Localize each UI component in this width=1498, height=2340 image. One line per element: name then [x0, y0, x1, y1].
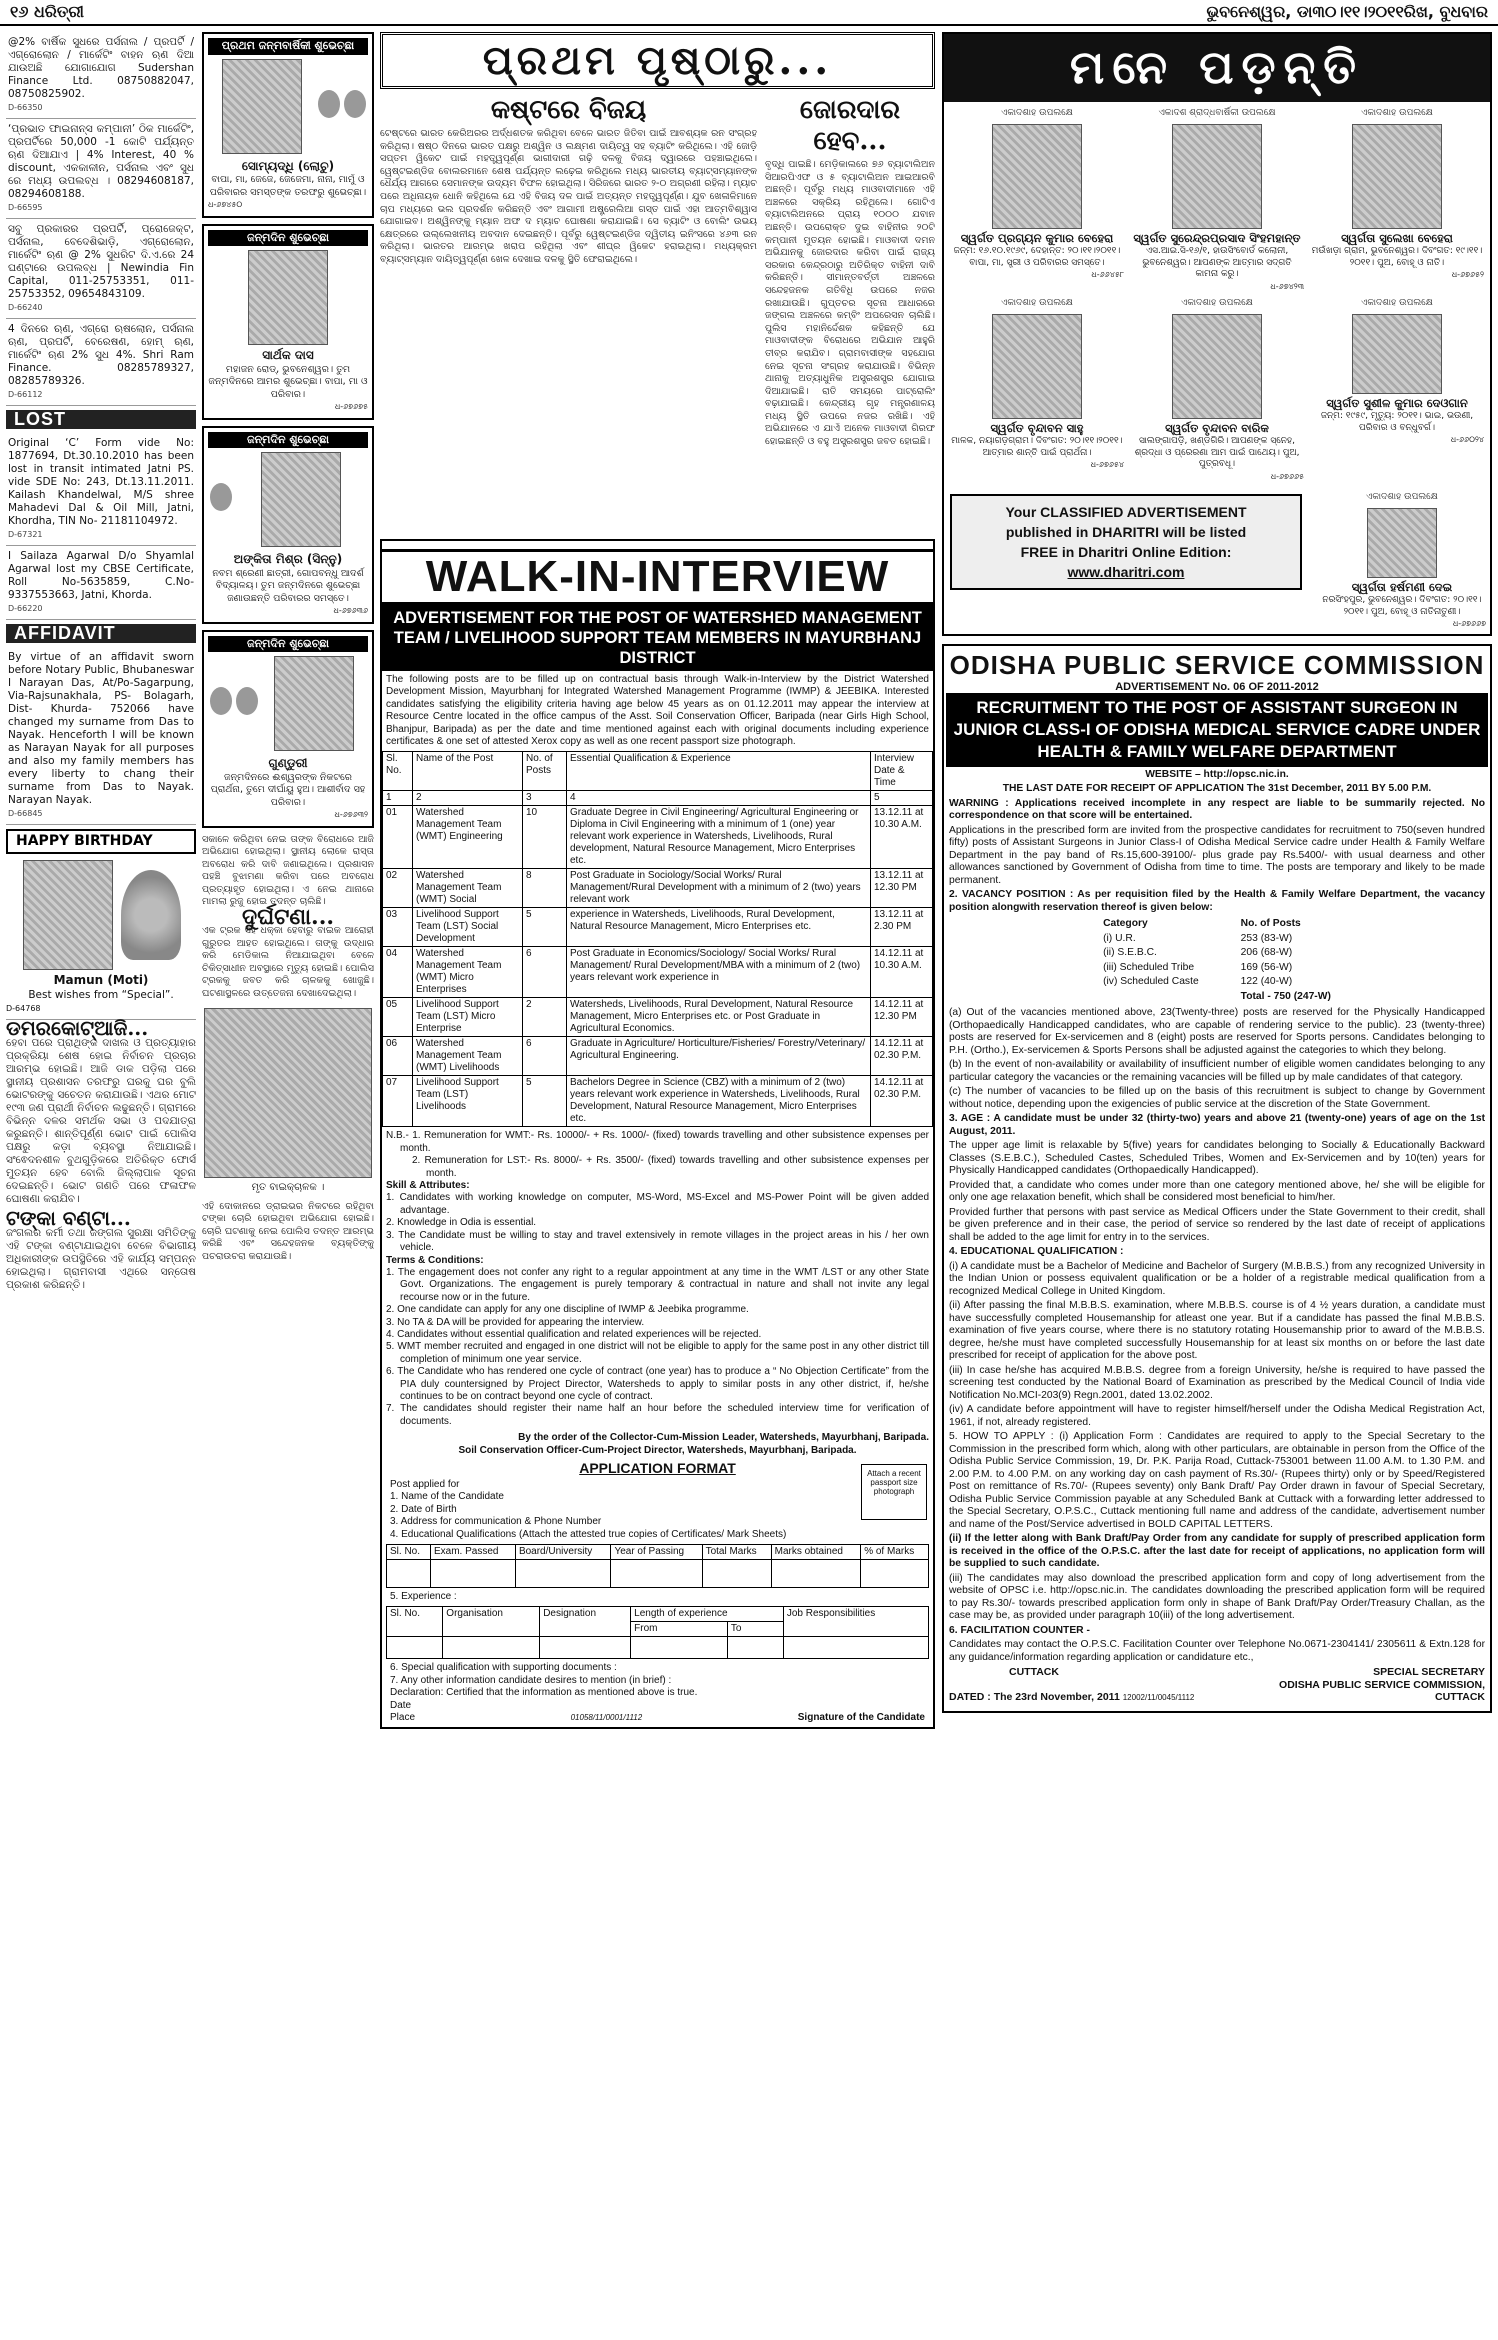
- greeting-title: ପ୍ରଥମ ଜନ୍ମବାର୍ଷିକୀ ଶୁଭେଚ୍ଛା: [208, 38, 368, 55]
- news-story: [380, 93, 757, 533]
- portrait-photo: [1172, 124, 1262, 229]
- portrait-photo: [992, 124, 1082, 229]
- child-photo: [222, 59, 302, 154]
- birthday-code: D-64768: [6, 1004, 41, 1013]
- table-header: Interview Date & Time: [871, 752, 933, 791]
- birthday-name: Mamun: [53, 973, 104, 987]
- greetings-column: [202, 32, 374, 2332]
- greeting-ad: [202, 630, 374, 828]
- dharitri-online-ad: Your CLASSIFIED ADVERTISEMENT published in DHARITRI will be listed FREE in Dharitri Online Edition: www.dharitri.com: [950, 494, 1302, 590]
- greeting-code: ଧ-୬୭୬୭୫: [334, 402, 368, 411]
- obituary: ଏକାଦଶାହ ଉପଲକ୍ଷେ ସ୍ୱର୍ଗତ ବୃନ୍ଦାବନ ବାରିକ ସାଲଙ୍ଗାପଡ଼ି, ଖଣ୍ଡଗିରି। ଆପଣଙ୍କ ସ୍ନେହ, ଶ୍ରଦ୍ଧା ଓ ପ୍ରେରଣା ଆମ ପାଇଁ ପାଥେୟ। ପୁଅ, ପୁତ୍ରବଧୂ। ଧ-୬୭୬୬୫: [1134, 298, 1304, 481]
- greeting-ad: [202, 224, 374, 420]
- place-label: Place: [390, 1712, 416, 1724]
- lost-notice: I Sailaza Agarwal D/o Shyamlal Agarwal lost my CBSE Certificate, Roll No-5635859, C.No-9337553663, Jatni, Khorda. D-66220: [6, 546, 196, 620]
- walk-in-intro: The following posts are to be filled up on contractual basis through Walk-in-Interview by the District Watershed Development Mission, Mayurbhanj for Integrated Watershed Management Programme (IWMP) & JEEBIKA. Interested candidates satisfying the eligibility criteria having age below 45 years as on 01.12.2011 may appear the interview at Resource Centre located in the office campus of the Asst. Soil Conservation Officer, Baripada (near Girls High School, Bhanjpur, Baripada) as per the date and time mentioned against each with original documents including experience certificates & one set of attested Xerox copy as well as one recent passport size photograph.: [386, 674, 929, 748]
- table-row: (iv) Scheduled Caste 122 (40-W): [1103, 976, 1293, 987]
- main-column: [380, 32, 935, 2332]
- birthday-photo: [23, 860, 113, 970]
- opsc-last-date: THE LAST DATE FOR RECEIPT OF APPLICATION The 31st December, 2011 BY 5.00 P.M.: [1002, 783, 1432, 794]
- greeting-text: ନବମ ଶ୍ରେଣୀ ଛାତ୍ରୀ, ଗୋପବନ୍ଧୁ ଆଦର୍ଶ ବିଦ୍ୟାଳୟ। ତୁମ ଜନ୍ମଦିନରେ ଶୁଭେଚ୍ଛା ଜଣାଉଛନ୍ତି ପରିବାରର ସମସ୍ତେ।: [212, 567, 364, 604]
- classified-ad: ‘ପ୍ରଭାତ ଫାଇନାନ୍ସ କମ୍ପାନୀ’ ଠିକ ମାର୍କେଟିଂ, ପ୍ରପର୍ଟିରେ 50,000 -1 କୋଟି ପର୍ଯ୍ୟନ୍ତ ଋଣ ଦିଆଯାଏ | 4% Interest, 40 % discount, ଏକକାଳୀନ, ପର୍ସନାଲ ଏବଂ ସୁଧ ରେ ମଧ୍ୟ ଉପଲବ୍ଧ । 08294608187, 08294608188. D-66595: [6, 119, 196, 219]
- portrait-photo: [1367, 508, 1437, 578]
- obituary: ଏକାଦଶାହ ଉପଲକ୍ଷେ ସ୍ୱର୍ଗତ ପ୍ରଗ୍ୟନ କୁମାର ବେହେରା ଜନ୍ମ: ୧୬.୧୦.୧୯୬୯, ଦେହାନ୍ତ: ୨୦।୧୧।୨୦୧୧। ବାପା, ମା, ସ୍ତ୍ରୀ ଓ ପରିବାରର ସମସ୍ତେ। ଧ-୬୬୪୫୮: [953, 108, 1124, 279]
- photo-caption: ମୃତ ବାଇକ୍‌ଚାଳକ ।: [251, 1182, 325, 1193]
- opsc-adv-number: ADVERTISEMENT No. 06 OF 2011-2012: [1115, 680, 1319, 693]
- flowers-icon: [121, 870, 181, 960]
- story-body: ହେବା ପରେ ପ୍ରାଥିଙ୍କ ଦାଖଲ ଓ ପ୍ରତ୍ୟାହାର ପ୍ରକ୍ରିୟା ଶେଷ ହୋଇ ନିର୍ବାଚନ ପ୍ରଚାର ଆରମ୍ଭ ହୋଇଛି। ଆଜି ଡାକ ପଡ଼ିଲା ପରେ ସ୍ଥାନୀୟ ପ୍ରଶାସନ ତରଫରୁ ଘରକୁ ଘର ବୁଲି ଭୋଟରଙ୍କୁ ସଚେତନ କରାଯାଉଛି। ଏଥର ମୋଟ ୧୯୩ ଜଣ ପ୍ରାର୍ଥୀ ନିର୍ବାଚନ ଲଢୁଛନ୍ତି। ଗ୍ରାମରେ ବିଭିନ୍ନ ଦଳର ସମର୍ଥକ ସଭା ଓ ପଦଯାତ୍ରା କରୁଛନ୍ତି। ଶାନ୍ତିପୂର୍ଣ୍ଣ ଭୋଟ ପାଇଁ ପୋଲିସ ପକ୍ଷରୁ କଡ଼ା ବ୍ୟବସ୍ଥା ନିଆଯାଇଛି। ସଂଵେଦନଶୀଳ ବୁଥଗୁଡ଼ିକରେ ଅତିରିକ୍ତ ଫୋର୍ସ ମୁତୟନ ହେବ ବୋଲି ଜିଲ୍ଲାପାଳ ସୂଚନା ଦେଇଛନ୍ତି। ଭୋଟ ଗଣତି ପରେ ଫଳାଫଳ ଘୋଷଣା କରାଯିବ।: [6, 1037, 196, 1205]
- story-title: ଦୁର୍ଘଟଣା...: [241, 903, 335, 930]
- table-row: 03 Livelihood Support Team (LST) Social Development 5 experience in Watersheds, Livelihoods, Rural Development, Natural Resource Management, Micro Enterprises etc. 13.12.11 at 2.30 PM: [383, 908, 933, 947]
- story-title: କଷ୍ଟରେ ବିଜୟ: [490, 95, 647, 125]
- table-row: 06 Watershed Management Team (WMT) Livelihoods 6 Graduate in Agriculture/ Horticulture/Fisheries/ Forestry/Veterinary/ Agricultural Engineering. 14.12.11 at 02.30 P.M.: [383, 1037, 933, 1076]
- classified-ad: 4 ଦିନରେ ଋଣ, ଏଗ୍ରୋ ଋଷଲୋନ, ପର୍ସନାଲ ଋଣ, ପ୍ରପର୍ଟି, ବେରେଷଣ, ହୋମ୍ ଋଣ, ମାର୍କେଟିଂ ଋଣ 2% ସୁଧ 4%. Shri Ram Finance. 08285789327, 08285789326. D-66112: [6, 319, 196, 406]
- opsc-ad: ODISHA PUBLIC SERVICE COMMISSION ADVERTISEMENT No. 06 OF 2011-2012 RECRUITMENT TO THE POST OF ASSISTANT SURGEON IN JUNIOR CLASS-I OF ODISHA MEDICAL SERVICE CADRE UNDER HEALTH & FAMILY WELFARE DEPARTMENT WEBSITE – http://opsc.nic.in. THE LAST DATE FOR RECEIPT OF APPLICATION The 31st December, 2011 BY 5.00 P.M. WARNING : Applications received incomplete in any respect are liable to be summarily rejected. No correspondence on that score will be entertained. Applications in the prescribed form are invited from the prospective candidates for recruitment to 750(seven hundred fifty) posts of Assistant Surgeons in Junior Class-I of Odisha Medical Service cadre under Health & Family Welfare Department in the pay band of Rs.15,600-39100/- plus grade pay Rs.5400/- with usual dearness and other allowances sanctioned by Government of Odisha from time to time. The posts are temporary and likely to be made permanent. 2. VACANCY POSITION : As per requisition filed by the Health & Family Welfare Department, the vacancy position alongwith reservation thereof is given below: Category No. of Posts (i) U.R. 253 (83-W) (ii) S.E.B.C. 206 (68-W) (iii) Scheduled Tribe 169 (56-W) (iv) Scheduled Caste 122 (40-W) Total - 750 (247-W) (a) Out of the vacancies mentioned above, 23(Twenty-three) posts are reserved for the Physically Handicapped (Orthopaedically Handicapped candidates, who are capable of rendering service to the public). 23 (twenty-three) posts are reserved for Ex-servicemen and 8 (eight) posts are reserved for Sports persons. Candidates belonging to P.H. (Ortho.), Ex-servicemen & Sports Persons shall be adjusted against the categories to which they belong. (b) In the event of non-availability or availability of insufficient number of eligible women candidates belonging to any particular category the vacancies or the remaining vacancies will be filled up by male candidates of that category. (c) The number of vacancies to be filled up on the basis of this recruitment is subject to change by Government without notice, depending upon the exigencies of public service at the discretion of the State Government. 3. AGE : A candidate must be under 32 (thirty-two) years and above 21 (twenty-one) years of age on the 1st August, 2011. The upper age limit is relaxable by 5(five) years for candidates belonging to Socially & Educationally Backward Classes (S.E.B.C.), Scheduled Castes, Scheduled Tribes, Women and Ex-Servicemen and by 10(ten) years for Physically Handicapped candidates (Orthopaedically Handicapped). Provided that, a candidate who comes under more than one category mentioned above, he/ she will be eligible for only one age relaxation benefit, which shall be considered most beneficial to him/her. Provided further that persons with past service as Medical Officers under the State Government to their credit, shall be given preference and in their case, the period of service so rendered by the last date of receipt of applications shall be added to the age limit for entry in to the services. 4. EDUCATIONAL QUALIFICATION : (i) A candidate must be a Bachelor of Medicine and Bachelor of Surgery (M.B.B.S.) from any recognized University in the Indian Union or possess equivalent qualification or be a holder of a registrable medical qualification from a recognized Medical College in United Kingdom. (ii) After passing the final M.B.B.S. examination, where M.B.B.S. course is of 4 ½ years duration, a candidate must have successfully completed Housemanship for atleast one year. But if a candidate has passed the final M.B.B.S. examination of five years course, where there is no statutory rotating Housemanship prior to award of the M.B.B.S. degree, he/she must have completed successfully Housemanship for at least six months on or before the last date prescribed for receipt of application for the above post. (iii) In case he/she has acquired M.B.B.S. degree from a foreign University, he/she is required to have passed the screening test conducted by the National Board of Examination as prescribed by the Medical Council of India vide Notification No.MCI-203(9) Regn.2001, dated 13.02.2002. (iv) A candidate before appointment will have to register himself/herself under the Odisha Medical Registration Act, 1961, if not, already registered. 5. HOW TO APPLY : (i) Application Form : Candidates are required to apply to the Special Secretary to the Commission in the prescribed form which, along with other particulars, are obtainable in person from the Office of the Odisha Public Service Commission, 19, Dr. P.K. Parija Road, Cuttack-753001 between 11.00 A.M. to 1.30 P.M. and 2.00 P.M. to 4.00 P.M. on any working day on cash payment of Rs.30/- (Rupees thirty) only or by Speed/Registered Post on remittance of Rs.70/- (Rupees seventy) only Bank Draft/ Pay Order drawn in favour of Special Secretary, Odisha Public Service Commission payable at any Scheduled Bank at Cuttack with a forwarding letter addressed to the Special Secretary, O.P.S.C., Cuttack mentioning full name and address of the candidate, advertisement number and name of the Post/Service advertised in BOLD CAPITAL LETTERS. (ii) If the letter along with Bank Draft/Pay Order from any candidate for supply of prescribed application form is received in the office of the O.P.S.C. after the last date for receipt of applications, no application form will be supplied to such candidate. (iii) The candidates may also download the prescribed application form and copy of long advertisement from the website of OPSC i.e. http://opsc.nic.in. The candidates downloading the prescribed application form will be required to pay Rs.30/- towards prescribed application form only in shape of Bank Draft/Pay Order/Treasury Challan, as the case may be, as provided under paragraph 10(iii) of the long advertisement. 6. FACILITATION COUNTER - Candidates may contact the O.P.S.C. Facilitation Counter over Telephone No.0671-2304141/ 2305611 & Extn.128 for any guidance/information regarding application or candidature etc., CUTTACK SPECIAL SECRETARY ODISHA PUBLIC SERVICE COMMISSION, DATED : The 23rd November, 2011 12002/11/0045/1112 CUTTACK: [942, 644, 1492, 1713]
- classifieds-column: [6, 32, 196, 2332]
- table-header: No. of Posts: [523, 752, 567, 791]
- story-body: ଏହି ଦୋକାନରେ ଡ୍ରାଇଭର ନିକଟରେ ରହିଥିବା ଟଙ୍କା ଚୋରି ହୋଇଥିବା ଅଭିଯୋଗ ହୋଇଛି। ଚୋରି ଘଟଣାକୁ ନେଇ ପୋଲିସ ତଦନ୍ତ ଆରମ୍ଭ କରିଛି ଏବଂ ସନ୍ଦେହଜନକ ବ୍ୟକ୍ତିଙ୍କୁ ପଚରାଉଚରା କରାଯାଉଛି।: [202, 1200, 374, 1262]
- birthday-wish: Best wishes from “Special”.: [28, 989, 174, 1001]
- greeting-name: ଗୁଣ୍ଡୁରୀ: [268, 756, 308, 770]
- affidavit-notice: By virtue of an affidavit sworn before Notary Public, Bhubaneswar I Narayan Das, At/Po-Sagarpung, Via-Rajsunakhala, PS- Bolagarh, Dist- Khurda- 752066 have changed my surname from Das to Nayak. Henceforth I will be known as Narayan Nayak for all purposes and also my family members has every liberty to chang their surname from Das to Nayak. Narayan Nayak. D-66845: [6, 647, 196, 825]
- story-body: ସକାଳେ କରିଥିବା ନେଇ ତାଙ୍କ ବିରୋଧରେ ଆଜି ଅଭିଯୋଗ ହୋଇଥିଲା। ସ୍ଥାନୀୟ ଲୋକେ ରାସ୍ତା ଅବରୋଧ କରି ଦାବି ଜଣାଇଥିଲେ। ପ୍ରଶାସନ ପହଞ୍ଚି ବୁଝାମଣା କରିବା ପରେ ଅବରୋଧ ପ୍ରତ୍ୟାହୃତ ହୋଇଥିଲା। ଏ ନେଇ ଥାନାରେ ମାମଲା ରୁଜୁ ହୋଇ ତଦନ୍ତ ଚାଲିଛି।: [202, 833, 374, 907]
- opsc-banner: RECRUITMENT TO THE POST OF ASSISTANT SURGEON IN JUNIOR CLASS-I OF ODISHA MEDICAL SERVICE CADRE UNDER HEALTH & FAMILY WELFARE DEPARTMENT: [946, 693, 1488, 767]
- table-row: 07 Livelihood Support Team (LST) Livelihoods 5 Bachelors Degree in Science (CBZ) with a minimum of 2 (two) years relevant work experience in Watersheds, Livelihoods, Rural Development, Natural Resource Management, Micro Enterprises etc. 14.12.11 at 02.30 P.M.: [383, 1076, 933, 1127]
- birthday-ad: [6, 858, 196, 1020]
- masthead: [0, 0, 1498, 26]
- greeting-title: ଜନ୍ମଦିନ ଶୁଭେଚ୍ଛା: [208, 636, 368, 653]
- obituary: ଏକାଦଶାହ ଉପଲକ୍ଷେ ସ୍ୱର୍ଗତା ସୁଲେଖା ବେହେରା ମଉଁଖଡ଼ା ଗ୍ରାମ, ଭୁବନେଶ୍ୱର। ଦିବଂଗତ: ୧୯।୧୧।୨୦୧୧। ପୁଅ, ବୋହୂ ଓ ନାତି। ଧ-୬୭୬୫୨: [1311, 108, 1484, 279]
- greeting-ad: [202, 426, 374, 624]
- table-header: Sl. No.: [383, 752, 413, 791]
- table-header: Essential Qualification & Experience: [567, 752, 871, 791]
- child-photo: [261, 452, 341, 547]
- table-header: Name of the Post: [413, 752, 523, 791]
- greeting-code: ଧ-୬୭୬୩୬: [333, 606, 368, 615]
- page-number: ୧୬ ଧରିତ୍ରୀ: [10, 2, 84, 21]
- lost-notice: Original ‘C’ Form vide No: 1877694, Dt.30.10.2010 has been lost in transit intimated Jatni PS. vide SDE No: 243, Dt.13.11.2011. Kailash Khandelwal, M/S shree Mahadevi Dal & Oil Mill, Jatni, Khordha, TIN No- 21181104972. D-67321: [6, 433, 196, 546]
- walk-in-interview-ad: [380, 539, 935, 1729]
- portrait-photo: [1352, 314, 1442, 394]
- birthday-header: HAPPY BIRTHDAY: [6, 829, 196, 854]
- balloons-icon: [208, 481, 234, 518]
- obituary: ଏକାଦଶାହ ଉପଲକ୍ଷେ ସ୍ୱର୍ଗତ ବୃନ୍ଦାବନ ସାହୁ ମାଳକ, ନୟାଗଡ଼ଗ୍ରାମ। ଦିବଂଗତ: ୨୦।୧୧।୨୦୧୧। ଆତ୍ମାର ଶାନ୍ତି ପାଇଁ ପ୍ରାର୍ଥନା। ଧ-୬୭୬୫୪: [951, 298, 1124, 469]
- affidavit-header: AFFIDAVIT: [6, 624, 196, 643]
- story-body: ଏକ ଟ୍ରକ ସହ ଧକ୍କା ହେବାରୁ ବାଇକ ଆରୋହୀ ଗୁରୁତର ଆହତ ହୋଇଥିଲେ। ତାଙ୍କୁ ଉଦ୍ଧାର କରି ମେଡିକାଲ ନିଆଯାଇଥିବା ବେଳେ ଚିକିତ୍ସାଧୀନ ଅବସ୍ଥାରେ ମୃତ୍ୟୁ ହୋଇଛି। ପୋଲିସ ଟ୍ରକକୁ ଜବତ କରି ଚାଳକକୁ ଖୋଜୁଛି। ଘଟଣାସ୍ଥଳରେ ଉତ୍ତେଜନା ଦେଖାଦେଇଥିଲା।: [202, 925, 374, 999]
- accident-photo: [204, 1008, 372, 1178]
- greeting-name: ଅଙ୍କିତା ମିଶ୍ର (ସିନ୍ନୁ): [233, 552, 343, 566]
- classified-ad: ସବୁ ପ୍ରକାରର ପ୍ରପର୍ଟି, ପ୍ରୋଜେକ୍ଟ, ପର୍ସନାଲ, ବେଦେଶିଭାଡ଼ି, ଏଗ୍ରୋଲୋନ, ମାର୍କେଟିଂ ଋଣ @ 2% ସୁଧରିଟ ଦି.ଏ.ରେ 24 ଘଣ୍ଟାରେ ଉପଲବ୍ଧ | Newindia Fin Capital, 011-25753351, 011-25753352, 09654843109. D-66240: [6, 219, 196, 319]
- portrait-photo: [992, 314, 1082, 419]
- date-label: Date: [390, 1699, 412, 1711]
- greeting-text: ମହାଜନ ରୋଡ୍, ଭୁବନେଶ୍ୱର। ତୁମ ଜନ୍ମଦିନରେ ଆମର ଶୁଭେଚ୍ଛା। ବାପା, ମା ଓ ପରିବାର।: [208, 363, 368, 400]
- signature-label: Signature of the Candidate: [797, 1712, 925, 1724]
- greeting-text: ଜନ୍ମଦିନରେ ଈଶ୍ୱରଙ୍କ ନିକଟରେ ପ୍ରାର୍ଥନା, ତୁମେ ଦୀର୍ଘାୟୁ ହୁଅ। ଆଶୀର୍ବାଦ ସହ ପରିବାର।: [210, 771, 366, 808]
- table-row: 02 Watershed Management Team (WMT) Social 8 Post Graduate in Sociology/Social Works/ Rural Management/Rural Development with a minimum of 2 (two) years relevant work 13.12.11 at 12.30 PM: [383, 869, 933, 908]
- birthday-nick: (Moti): [107, 973, 149, 987]
- greeting-code: ଧ-୬୭୪୫୦: [208, 200, 243, 209]
- greeting-name: ସୋମ୍ୟଦ୍ଧି (ଲୋଚୁ): [241, 158, 335, 173]
- opsc-warning: WARNING : Applications received incomplete in any respect are liable to be summarily rejected. No correspondence on that score will be entertained.: [949, 797, 1485, 821]
- obituaries-title: ମନେ ପଡ଼ନ୍ତି: [944, 34, 1490, 102]
- obituaries-box: [942, 32, 1492, 636]
- opsc-website: WEBSITE – http://opsc.nic.in.: [1145, 768, 1289, 780]
- right-column: [942, 32, 1492, 2332]
- table-row: (iii) Scheduled Tribe 169 (56-W): [1103, 961, 1293, 973]
- application-format: APPLICATION FORMAT Attach a recent passport size photograph Post applied for 1. Name of the Candidate 2. Date of Birth 3. Address for communication & Phone Number 4. Educational Qualifications (Attach the attested true copies of Certificates/ Mark Sheets) Sl. No. Exam. Passed Board/University Year of Passing Total Marks Marks obtained % of Marks 5. Experience : Sl. No. Organisation Designation Length of experience Job Responsibilities From To 6. Special qualification with supporting documents : 7. Any other information candidate desires to mention (in brief) : Declaration: Certified that the information as mentioned above is true. Date Place 01058/11/0001/1112 Signature of the Candidate: [382, 1460, 933, 1727]
- story-body: ବୃଦ୍ଧି ପାଇଛି। ମେଡ଼ିକାଲରେ ୭୬ ବ୍ୟାଟାଲିଅନ ସିଆରପିଏଫ ଓ ୫ ବ୍ୟାଟାଲିଅନ ଆଇଆରବି ଅଛନ୍ତି। ପୂର୍ବରୁ ମଧ୍ୟ ମାଓବାଦୀମାନେ ଏହି ଅଞ୍ଚଳରେ ସକ୍ରିୟ ରହିଥିଲେ। ଗୋଟିଏ ବ୍ୟାଟାଲିଅନରେ ପ୍ରାୟ ୧୦୦୦ ଯବାନ ଅଛନ୍ତି। ଉପରୋକ୍ତ ଦୁଇ ବାହିନୀର ୨୦ଟି କମ୍ପାନୀ ମୁତୟନ ହୋଇଛି। ମାଓବାଦୀ ଦମନ ଅଭିଯାନକୁ ଜୋରଦାର କରିବା ପାଇଁ ରାଜ୍ୟ ସରକାର କେନ୍ଦ୍ରଠାରୁ ଅତିରିକ୍ତ ବାହିନୀ ଦାବି କରିଛନ୍ତି। ସୀମାନ୍ତବର୍ତ୍ତୀ ଅଞ୍ଚଳରେ ସନ୍ଦେହଜନକ ଗତିବିଧି ଉପରେ ନଜର ରଖାଯାଉଛି। ଗୁପ୍ତଚର ସୂଚନା ଆଧାରରେ ଜଙ୍ଗଲ ଅଞ୍ଚଳରେ କମ୍ବିଂ ଅପରେସନ ଚାଲିଛି। ପୁଲିସ ମହାନିର୍ଦ୍ଦେଶକ କହିଛନ୍ତି ଯେ ମାଓବାଦୀଙ୍କ ବିରୋଧରେ ଅଭିଯାନ ଆହୁରି ତୀବ୍ର କରାଯିବ। ଗ୍ରାମବାସୀଙ୍କ ସହଯୋଗ ନେଇ ସୂଚନା ସଂଗ୍ରହ କରାଯାଉଛି। ବିଭିନ୍ନ ଥାନାକୁ ଅତ୍ୟାଧୁନିକ ଅସ୍ତ୍ରଶସ୍ତ୍ର ଯୋଗାଇ ଦିଆଯାଇଛି। ରାତି ସମୟରେ ପାଟ୍ରୋଲିଂ ବଢ଼ାଯାଇଛି। କେନ୍ଦ୍ରୀୟ ଗୃହ ମନ୍ତ୍ରଣାଳୟ ମଧ୍ୟ ସ୍ଥିତି ଉପରେ ନଜର ରଖିଛି। ଏହି ଅଭିଯାନରେ ଏ ଯାଏଁ ଅନେକ ମାଓବାଦୀ ଗିରଫ ହୋଇଛନ୍ତି ଓ ବହୁ ଅସ୍ତ୍ରଶସ୍ତ୍ର ଜବତ ହୋଇଛି।: [765, 159, 935, 448]
- greeting-code: ଧ-୬୭୬୩୨: [334, 810, 368, 819]
- table-row: (i) U.R. 253 (83-W): [1103, 932, 1293, 944]
- posts-table: [382, 751, 933, 1127]
- story-body: ଜଂଗଲର କର୍ମୀ ତଥା ଜଙ୍ଗଲ ସୁରକ୍ଷା ସମିତିଙ୍କୁ ଏହି ଟଙ୍କା ବଣ୍ଟାଯାଇଥିବା ବେଳେ ବିଭାଗୀୟ ଅଧିକାରୀଙ୍କ ଉପସ୍ଥିତିରେ ଏହି କାର୍ଯ୍ୟ ସମ୍ପନ୍ନ ହୋଇଥିଲା। ଗ୍ରାମବାସୀ ଏଥିରେ ସନ୍ତୋଷ ପ୍ରକାଶ କରିଛନ୍ତି।: [6, 1227, 196, 1291]
- table-header-row: [383, 752, 933, 791]
- vacancy-table: Category No. of Posts (i) U.R. 253 (83-W) (ii) S.E.B.C. 206 (68-W) (iii) Scheduled Tribe 169 (56-W) (iv) Scheduled Caste 122 (40-W) Total - 750 (247-W): [1081, 916, 1353, 1005]
- balloons-icon: [316, 88, 368, 125]
- classified-ad: @2% ବାର୍ଷିକ ସୁଧରେ ପର୍ସନାଲ / ପ୍ରପର୍ଟି / ଏଗ୍ରୋଲୋନ / ମାର୍କେଟିଂ ବାହନ ଋଣ ଦିଆ ଯାଉଅଛି ଯୋଗାଯୋଗ Sudershan Finance Ltd. 08750882047, 08750825902. D-66350: [6, 32, 196, 119]
- greeting-title: ଜନ୍ମଦିନ ଶୁଭେଚ୍ଛା: [208, 230, 368, 247]
- portrait-photo: [1352, 124, 1442, 229]
- greeting-title: ଜନ୍ମଦିନ ଶୁଭେଚ୍ଛା: [208, 432, 368, 449]
- greeting-text: ବାପା, ମା, ଜେଜେ, ଜେଜେମା, ନାନା, ମାମୁଁ ଓ ପରିବାରର ସମସ୍ତଙ୍କ ତରଫରୁ ଶୁଭେଚ୍ଛା।: [209, 174, 367, 198]
- table-row: 01 Watershed Management Team (WMT) Engineering 10 Graduate Degree in Civil Engineering/ Agricultural Engineering or Diploma in Civil Engineering with a minimum of 1 (one) year relevant work experience in Watersheds, Livelihoods, Rural development, Natural Resource Management, Micro Enterprises etc. 13.12.11 at 10.30 A.M.: [383, 806, 933, 869]
- opsc-title: ODISHA PUBLIC SERVICE COMMISSION: [949, 649, 1485, 680]
- balloons-icon: [208, 685, 260, 722]
- table-row: 04 Watershed Management Team (WMT) Micro Enterprises 6 Post Graduate in Economics/Sociology/ Social Works/ Rural Management/ Rural Development/MBA with a minimum of 2 (two) years relevant work experience in 14.12.11 at 10.30 A.M.: [383, 947, 933, 998]
- table-row: (ii) S.E.B.C. 206 (68-W): [1103, 947, 1293, 958]
- lost-header: LOST: [6, 410, 196, 429]
- news-story: [765, 93, 935, 533]
- walk-in-title: WALK-IN-INTERVIEW: [382, 549, 933, 605]
- obituary: ଏକାଦଶାହ ଉପଲକ୍ଷେ ସ୍ୱର୍ଗତା ହର୍ଷମଣୀ ଦେଇ ନରସିଂହପୁର, ଭୁବନେଶ୍ୱର। ଦିବଂଗତ: ୨୦।୧୧।୨୦୧୧। ପୁଅ, ବୋହୂ ଓ ନାତିନାତୁଣୀ। ଧ-୬୭୬୬୭: [1322, 492, 1486, 628]
- story-title: ଜୋରଦାର ହେବ...: [799, 95, 901, 156]
- table-row: 1 2 3 4 5: [383, 791, 933, 806]
- obituary: ଏକାଦଶ ଶ୍ରାଦ୍ଧବାର୍ଷିକୀ ଉପଲକ୍ଷେ ସ୍ୱର୍ଗତ ସୁରେନ୍ଦ୍ରପ୍ରସାଦ ସିଂହମହାନ୍ତ ଏସ.ଆଇ.ସି-୧୬/୧, ହାଉସିଂବୋର୍ଡ କଲୋନୀ, ଭୁବନେଶ୍ୱର। ଆପଣଙ୍କ ଆତ୍ମାର ସଦ୍‌ଗତି କାମନା କରୁ। ଧ-୬୭୪୨୩: [1133, 108, 1304, 291]
- walk-in-notes: N.B.- 1. Remuneration for WMT:- Rs. 10000/- + Rs. 1000/- (fixed) towards travelling and other subsistence expenses per month. 2. Remuneration for LST:- Rs. 8000/- + Rs. 3500/- (fixed) towards travelling and other subsistence expenses per month. Skill & Attributes: 1. Candidates with working knowledge on computer, MS-Word, MS-Excel and MS-Power Point will be given added advantage. 2. Knowledge in Odia is essential. 3. The Candidate must be willing to stay and travel extensively in remote villages in the project areas in his / her own vehicle. Terms & Conditions: 1. The engagement does not confer any right to a regular appointment at any time in the WMT /LST or any other State Govt. Organizations. The engagement is purely temporary & contractual in nature and shall not invite any legal recourse now or in the future. 2. One candidate can apply for any one discipline of IWMP & Jeebika programme. 3. No TA & DA will be provided for appearing the interview. 4. Candidates without essential qualification and related experiences will be rejected. 5. WMT member recruited and engaged in one district will not be eligible to apply for the same post in any other district till completion of minimum one year service. 6. The Candidate who has rendered one cycle of contract (one year) has to produce a “ No Objection Certificate” from the PIA duly countersigned by Project Director, Watersheds to apply to similar posts in any other district, if, he/she continues to be on contract beyond one cycle of contract. 7. The candidates should register their name half an hour before the scheduled interview time for verification of documents. By the order of the Collector-Cum-Mission Leader, Watersheds, Mayurbhanj, Baripada. Soil Conservation Officer-Cum-Project Director, Watersheds, Mayurbhanj, Baripada.: [386, 1130, 929, 1456]
- child-photo: [248, 250, 328, 345]
- walk-in-subtitle: ADVERTISEMENT FOR THE POST OF WATERSHED MANAGEMENT TEAM / LIVELIHOOD SUPPORT TEAM MEMBERS IN MAYURBHANJ DISTRICT: [382, 605, 933, 671]
- dharitri-link[interactable]: www.dharitri.com: [1067, 564, 1185, 580]
- front-page-banner: ପ୍ରଥମ ପୃଷ୍ଠାରୁ...: [380, 32, 935, 89]
- story-body: ଟେଷ୍ଟରେ ଭାରତ କେରିଅରର ଅର୍ଦ୍ଧଶତକ କରିଥିବା ବେଳେ ଭାରତ ଜିତିବା ପାଇଁ ଆବଶ୍ୟକ ରନ ସଂଗ୍ରହ କରିଥିଲା। ଷଷ୍ଠ ଦିନରେ ଭାରତ ପକ୍ଷରୁ ଅଶ୍ୱିନ ଓ ଲକ୍ଷ୍ମଣ ଦାୟିତ୍ୱ ସହ ବ୍ୟାଟିଂ କରିଥିଲେ। ଏହି ଜୋଡ଼ି ସପ୍ତମ ୱିକେଟ ପାଇଁ ମହତ୍ତ୍ୱପୂର୍ଣ୍ଣ ଭାଗୀଦାରୀ ଗଢ଼ି ଦଳକୁ ବିଜୟ ଦ୍ୱାରରେ ପହଞ୍ଚାଇଥିଲେ। ୱେଷ୍ଟଇଣ୍ଡିଜ ବୋଲରମାନେ ଶେଷ ପର୍ଯ୍ୟନ୍ତ ଲଢ଼େଇ କରିଥିଲେ ମଧ୍ୟ ଭାରତୀୟ ବ୍ୟାଟ୍ସମ୍ୟାନଙ୍କ ଧୈର୍ଯ୍ୟ ଆଗରେ ସେମାନଙ୍କ ଉଦ୍ୟମ ବିଫଳ ହୋଇଥିଲା। ସିରିଜରେ ଭାରତ ୨-୦ ଅଗ୍ରଣୀ ରହିଲା। ମ୍ୟାଚ ପରେ ଅଧିନାୟକ ଧୋନି କହିଥିଲେ ଯେ ଏହି ବିଜୟ ଦଳ ପାଇଁ ଅତ୍ୟନ୍ତ ମହତ୍ତ୍ୱପୂର୍ଣ୍ଣ। ଯୁବ ଖେଳାଳିମାନେ ଚାପ ମଧ୍ୟରେ ଭଲ ପ୍ରଦର୍ଶନ କରିଛନ୍ତି ଏବଂ ଆଗାମୀ ଅଷ୍ଟ୍ରେଲିଆ ଗସ୍ତ ପାଇଁ ଏହା ଆତ୍ମବିଶ୍ୱାସ ଯୋଗାଇବ। ଅଶ୍ୱିନଙ୍କୁ ମ୍ୟାନ ଅଫ ଦ ମ୍ୟାଚ ଘୋଷଣା କରାଯାଇଛି। ସେ ବ୍ୟାଟିଂ ଓ ବୋଲିଂ ଉଭୟ କ୍ଷେତ୍ରରେ ଉଲ୍ଲେଖନୀୟ ଅବଦାନ ଦେଇଛନ୍ତି। ପୂର୍ବରୁ ୱେଷ୍ଟଇଣ୍ଡିଜ ଦ୍ୱିତୀୟ ଇନିଂସରେ ୪୬୩ ରନ କରିଥିଲା। ଭାରତର ଆରମ୍ଭ ଖରାପ ରହିଥିଲା ଏବଂ ଶୀଘ୍ର ୱିକେଟ ହରାଇଥିଲା। ମଧ୍ୟକ୍ରମ ବ୍ୟାଟ୍ସମ୍ୟାନ ଦାୟିତ୍ୱପୂର୍ଣ୍ଣ ଖେଳ ଦେଖାଇ ଦଳକୁ ସ୍ଥିତି ଫେରାଇଥିଲେ।: [380, 128, 757, 265]
- dateline: ଭୁବନେଶ୍ୱର, ଡା୩୦।୧୧।୨୦୧୧ରିଖ, ବୁଧବାର: [1206, 2, 1488, 21]
- photo-box: Attach a recent passport size photograph: [861, 1464, 927, 1520]
- ad-code: 01058/11/0001/1112: [570, 1713, 643, 1723]
- obituary: ଏକାଦଶାହ ଉପଲକ୍ଷେ ସ୍ୱର୍ଗତ ସୁଶୀଳ କୁମାର ଦେଓଗାନ ଜନ୍ମ: ୧୯୫୯, ମୃତ୍ୟୁ: ୨୦୧୧। ଭାଇ, ଭଉଣୀ, ପରିବାର ଓ ବନ୍ଧୁବର୍ଗ। ଧ-୬୬୦୨୪: [1320, 298, 1484, 444]
- opsc-signature: CUTTACK SPECIAL SECRETARY: [1009, 1666, 1485, 1678]
- child-photo: [274, 656, 354, 751]
- greeting-name: ସାର୍ଥକ ଦାସ: [262, 348, 314, 362]
- story-title: ଟଙ୍କା ବଣ୍ଟା...: [6, 1206, 131, 1230]
- experience-table: Sl. No. Organisation Designation Length of experience Job Responsibilities From To: [386, 1606, 929, 1659]
- story-title: ଡମରକୋଟ୍‌ଆଜି...: [6, 1016, 149, 1040]
- greeting-ad: [202, 32, 374, 218]
- portrait-photo: [1172, 314, 1262, 419]
- education-table: Sl. No. Exam. Passed Board/University Year of Passing Total Marks Marks obtained % of Marks: [386, 1544, 929, 1588]
- table-row: 05 Livelihood Support Team (LST) Micro Enterprise 2 Watersheds, Livelihoods, Rural Development, Natural Resource Management, Micro Enterprises etc. or Post Graduate in Agricultural Economics. 14.12.11 at 12.30 PM: [383, 998, 933, 1037]
